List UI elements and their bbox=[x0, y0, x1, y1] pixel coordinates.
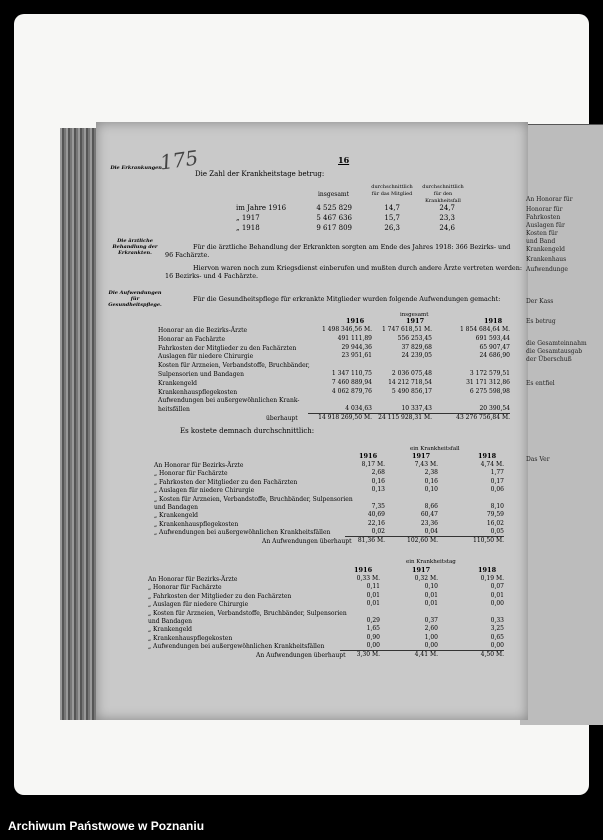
table-row-label: Kosten für Arzneien, Verbandstoffe, Bruchbänder, bbox=[158, 362, 310, 370]
table-cell: 0,19 M. bbox=[480, 575, 504, 582]
sec1-row-member: 15,7 bbox=[384, 214, 400, 222]
table-cell: 556 253,45 bbox=[397, 334, 432, 342]
year-header: 1916 bbox=[346, 317, 365, 325]
table-cell: 0,32 M. bbox=[414, 575, 438, 582]
next-page-line: die Gesamtausgab bbox=[526, 348, 583, 355]
sec1-row-member: 14,7 bbox=[384, 204, 400, 212]
table-row-label: „ Aufwendungen bei außergewöhnlichen Krankheitsfällen bbox=[148, 643, 325, 651]
table-cell: 14 212 718,54 bbox=[388, 378, 432, 386]
table-cell: 0,04 bbox=[424, 528, 438, 536]
next-page-line: Aufwendunge bbox=[526, 266, 568, 273]
table-cell: 1,00 bbox=[424, 633, 438, 641]
next-page-line: die Gesamteinnahm bbox=[526, 340, 587, 347]
pencil-mark: 175 bbox=[158, 145, 200, 175]
archive-footer: Archiwum Państwowe w Poznaniu bbox=[0, 812, 603, 840]
table-row-label: „ Krankengeld bbox=[154, 512, 199, 520]
table-cell: 0,16 bbox=[424, 477, 438, 485]
year-header: 1917 bbox=[412, 452, 431, 460]
table-row-label: „ Fahrkosten der Mitglieder zu den Fachärzten bbox=[148, 592, 292, 600]
table-cell: 24 239,05 bbox=[401, 352, 432, 360]
total-cell: 4,50 M. bbox=[480, 650, 504, 658]
table-cell: 0,90 bbox=[366, 633, 380, 641]
next-page-line: Honorar für bbox=[526, 206, 563, 213]
table-cell: 0,37 bbox=[424, 617, 438, 624]
year-header: 1916 bbox=[354, 566, 373, 574]
sec2-paragraph-1b: 96 Fachärzte. bbox=[165, 251, 210, 259]
table-row-label: Krankengeld bbox=[158, 379, 197, 387]
year-header: 1916 bbox=[359, 452, 378, 460]
table-cell: 0,01 bbox=[424, 600, 438, 608]
table-row-label: und Bandagen bbox=[148, 618, 193, 625]
table-row-label: „ Auslagen für niedere Chirurgie bbox=[154, 487, 255, 495]
total-cell: 102,60 M. bbox=[407, 536, 438, 544]
table-cell: 79,59 bbox=[486, 511, 504, 519]
sec2-paragraph-2: Hiervon waren noch zum Kriegsdienst einberufen und mußten durch andere Ärzte vertreten werden: bbox=[193, 264, 522, 272]
table-cell: 0,17 bbox=[490, 477, 504, 485]
table-row-label: Krankenhauspflegekosten bbox=[158, 388, 238, 396]
table-cell: 0,01 bbox=[366, 600, 380, 608]
table-cell: 0,29 bbox=[366, 617, 380, 624]
table-row-label: „ Aufwendungen bei außergewöhnlichen Krankheitsfällen bbox=[154, 529, 331, 537]
table-cell: 0,10 bbox=[424, 486, 438, 494]
table-cell: 3 172 579,51 bbox=[469, 370, 510, 377]
table-cell: 1 854 684,64 M. bbox=[459, 326, 510, 333]
sec1-row-label: „ 1917 bbox=[236, 214, 260, 222]
table-cell: 8,66 bbox=[424, 503, 438, 510]
table-row-label: „ Honorar für Fachärzte bbox=[148, 584, 222, 592]
total-rule bbox=[340, 650, 504, 651]
table-cell: 491 111,89 bbox=[337, 334, 372, 342]
year-header: 1918 bbox=[478, 566, 497, 574]
table-cell: 0,33 bbox=[490, 617, 504, 624]
table-row-label: und Bandagen bbox=[154, 504, 199, 511]
total-label: An Aufwendungen überhaupt bbox=[262, 537, 352, 545]
sec1-row-total: 4 525 829 bbox=[316, 204, 352, 212]
sec1-row-label: im Jahre 1916 bbox=[236, 204, 287, 212]
table-cell: 4 062 879,76 bbox=[331, 387, 372, 395]
table-cell: 1 747 618,51 M. bbox=[381, 326, 432, 333]
page-number: 16 bbox=[338, 155, 350, 165]
table-row-label: An Honorar für Bezirks-Ärzte bbox=[148, 576, 238, 583]
next-page-line: Der Kass bbox=[526, 298, 554, 305]
sec1-hdr-total: insgesamt bbox=[318, 191, 350, 198]
sec4-subhdr: ein Krankheitsfall bbox=[410, 446, 460, 452]
table-cell: 2 036 075,48 bbox=[391, 370, 432, 377]
table-row-label: An Honorar für Bezirks-Ärzte bbox=[154, 462, 244, 469]
table-cell: 7 460 889,94 bbox=[331, 378, 372, 386]
table-cell: 0,01 bbox=[424, 591, 438, 599]
sec1-hdr-member: durchschnittlich für das Mitglied bbox=[371, 184, 413, 197]
table-cell: 0,00 bbox=[490, 642, 504, 650]
table-cell: 0,05 bbox=[490, 528, 504, 536]
table-cell: 65 907,47 bbox=[479, 343, 510, 351]
table-cell: 6 275 598,98 bbox=[469, 387, 510, 395]
table-cell: 29 944,36 bbox=[341, 343, 372, 351]
table-cell: 16,02 bbox=[486, 519, 504, 527]
table-cell: 0,16 bbox=[371, 477, 385, 485]
table-row-label: Sulpensorien und Bandagen bbox=[158, 371, 244, 378]
sec1-title: Die Zahl der Krankheitstage betrug: bbox=[195, 170, 325, 178]
year-header: 1917 bbox=[412, 566, 431, 574]
table-cell: 1 498 346,56 M. bbox=[321, 326, 372, 333]
next-page-line: Das Ver bbox=[526, 456, 550, 463]
table-cell: 22,16 bbox=[367, 519, 385, 527]
total-label: überhaupt bbox=[266, 415, 298, 422]
table-cell: 1 347 110,75 bbox=[331, 370, 372, 377]
total-cell: 81,36 M. bbox=[357, 536, 385, 544]
table-cell: 60,47 bbox=[420, 511, 438, 519]
table-cell: 0,65 bbox=[490, 633, 504, 641]
table-cell: 0,10 bbox=[424, 583, 438, 591]
table-row-label: „ Krankengeld bbox=[148, 626, 193, 634]
next-page-line: der Überschuß bbox=[526, 356, 572, 363]
margin-note-3: Die Aufwendungen für Gesundheitspflege. bbox=[108, 290, 162, 308]
total-cell: 24 115 928,31 M. bbox=[378, 414, 432, 421]
table-cell: 8,17 M. bbox=[361, 461, 385, 468]
table-row-label: „ Kosten für Arzneien, Verbandstoffe, Bruchbänder, Sulpensorien bbox=[154, 495, 353, 503]
table-cell: 2,60 bbox=[424, 625, 438, 633]
sec1-row-total: 5 467 636 bbox=[316, 214, 352, 222]
table-cell: 0,01 bbox=[490, 591, 504, 599]
table-cell: 40,69 bbox=[367, 511, 385, 519]
total-rule bbox=[308, 413, 510, 414]
total-label: An Aufwendungen überhaupt bbox=[256, 651, 346, 659]
year-header: 1918 bbox=[484, 317, 503, 325]
table-cell: 10 337,43 bbox=[401, 405, 432, 413]
table-cell: 1,77 bbox=[490, 469, 504, 477]
table-cell: 23,36 bbox=[420, 519, 438, 527]
next-page-line: Es entfiel bbox=[526, 380, 555, 387]
margin-note-1: Die Erkrankungen. bbox=[110, 165, 164, 171]
sec1-row-total: 9 617 809 bbox=[316, 224, 352, 232]
table-cell: 0,00 bbox=[366, 642, 380, 650]
table-cell: 23 951,61 bbox=[341, 352, 372, 360]
table-cell: 3,25 bbox=[490, 625, 504, 633]
table-cell: 5 490 856,17 bbox=[391, 387, 432, 395]
table-row-label: Fahrkosten der Mitglieder zu den Fachärzten bbox=[158, 344, 297, 352]
sec1-row-case: 24,6 bbox=[439, 224, 455, 232]
table-cell: 0,02 bbox=[371, 528, 385, 536]
table-cell: 4,74 M. bbox=[480, 461, 504, 468]
table-cell: 0,01 bbox=[366, 591, 380, 599]
table-cell: 0,00 bbox=[490, 600, 504, 608]
next-page-line: Fahrkosten bbox=[526, 214, 561, 221]
table-cell: 0,07 bbox=[490, 583, 504, 591]
table-row-label: Auslagen für niedere Chirurgie bbox=[158, 353, 254, 361]
table-cell: 691 593,44 bbox=[475, 334, 510, 342]
total-rule bbox=[345, 536, 504, 537]
sec1-row-case: 24,7 bbox=[439, 204, 455, 212]
table-row-label: Aufwendungen bei außergewöhnlichen Krank- bbox=[158, 397, 300, 405]
table-cell: 1,65 bbox=[366, 625, 380, 633]
table-row-label: „ Kosten für Arzneien, Verbandstoffe, Bruchbänder, Sulpensorien bbox=[148, 609, 347, 617]
margin-note-2: Die ärztliche Behandlung der Erkrankten. bbox=[112, 238, 158, 256]
table-row-label: „ Krankenhauspflegekosten bbox=[148, 634, 233, 642]
table-cell: 20 390,54 bbox=[479, 405, 510, 413]
year-header: 1917 bbox=[406, 317, 425, 325]
table-row-label: heitsfällen bbox=[158, 406, 190, 414]
year-header: 1918 bbox=[478, 452, 497, 460]
table-cell: 7,35 bbox=[371, 503, 385, 510]
table-cell: 2,68 bbox=[371, 469, 385, 477]
sec3-hdr-top: insgesamt bbox=[400, 312, 429, 318]
table-row-label: „ Auslagen für niedere Chirurgie bbox=[148, 601, 249, 609]
table-cell: 2,38 bbox=[424, 469, 438, 477]
table-cell: 0,33 M. bbox=[356, 575, 380, 582]
total-cell: 43 276 756,84 M. bbox=[456, 414, 510, 421]
total-cell: 4,41 M. bbox=[414, 650, 438, 658]
table-row-label: „ Honorar für Fachärzte bbox=[154, 470, 228, 478]
table-cell: 0,00 bbox=[424, 642, 438, 650]
sec1-row-member: 26,3 bbox=[384, 224, 400, 232]
table-row-label: Honorar an die Bezirks-Ärzte bbox=[158, 327, 248, 334]
sec5-subhdr: ein Krankheitstag bbox=[406, 559, 456, 565]
total-cell: 110,50 M. bbox=[473, 536, 504, 544]
table-cell: 4 034,63 bbox=[345, 405, 372, 413]
page-stack-edge bbox=[60, 128, 100, 720]
table-cell: 31 171 312,86 bbox=[466, 378, 510, 386]
table-cell: 0,13 bbox=[371, 486, 385, 494]
next-page-line: Auslagen für bbox=[526, 222, 565, 229]
next-page-line: Krankengeld bbox=[526, 246, 565, 253]
table-cell: 0,06 bbox=[490, 486, 504, 494]
sec1-hdr-case: durchschnittlich für den Krankheitsfall bbox=[422, 184, 464, 204]
sec3-title: Für die Gesundheitspflege für erkrankte Mitglieder wurden folgende Aufwendungen gemacht: bbox=[193, 295, 501, 303]
sec4-title: Es kostete demnach durchschnittlich: bbox=[180, 427, 315, 435]
next-page-line: und Band bbox=[526, 238, 556, 245]
next-page-line: Es betrug bbox=[526, 318, 556, 325]
table-cell: 0,11 bbox=[366, 583, 380, 591]
next-page-line: An Honorar für bbox=[526, 196, 573, 203]
sec2-paragraph-2b: 16 Bezirks- und 4 Fachärzte. bbox=[165, 272, 259, 280]
table-cell: 24 686,90 bbox=[479, 352, 510, 360]
total-cell: 14 918 269,50 M. bbox=[318, 414, 372, 421]
sec1-row-case: 23,3 bbox=[439, 214, 455, 222]
next-page-line: Kosten für bbox=[526, 230, 558, 237]
table-row-label: Honorar an Fachärzte bbox=[158, 335, 226, 343]
sec2-paragraph-1: Für die ärztliche Behandlung der Erkrankten sorgten am Ende des Jahres 1918: 366 Bezirks- und bbox=[193, 243, 511, 251]
table-row-label: „ Krankenhauspflegekosten bbox=[154, 520, 239, 528]
table-cell: 37 829,68 bbox=[401, 343, 432, 351]
next-page-line: Krankenhaus bbox=[526, 256, 567, 263]
sec1-row-label: „ 1918 bbox=[236, 224, 260, 232]
total-cell: 3,30 M. bbox=[356, 650, 380, 658]
table-row-label: „ Fahrkosten der Mitglieder zu den Fachärzten bbox=[154, 478, 298, 486]
table-cell: 8,10 bbox=[490, 503, 504, 510]
table-cell: 7,43 M. bbox=[414, 461, 438, 468]
